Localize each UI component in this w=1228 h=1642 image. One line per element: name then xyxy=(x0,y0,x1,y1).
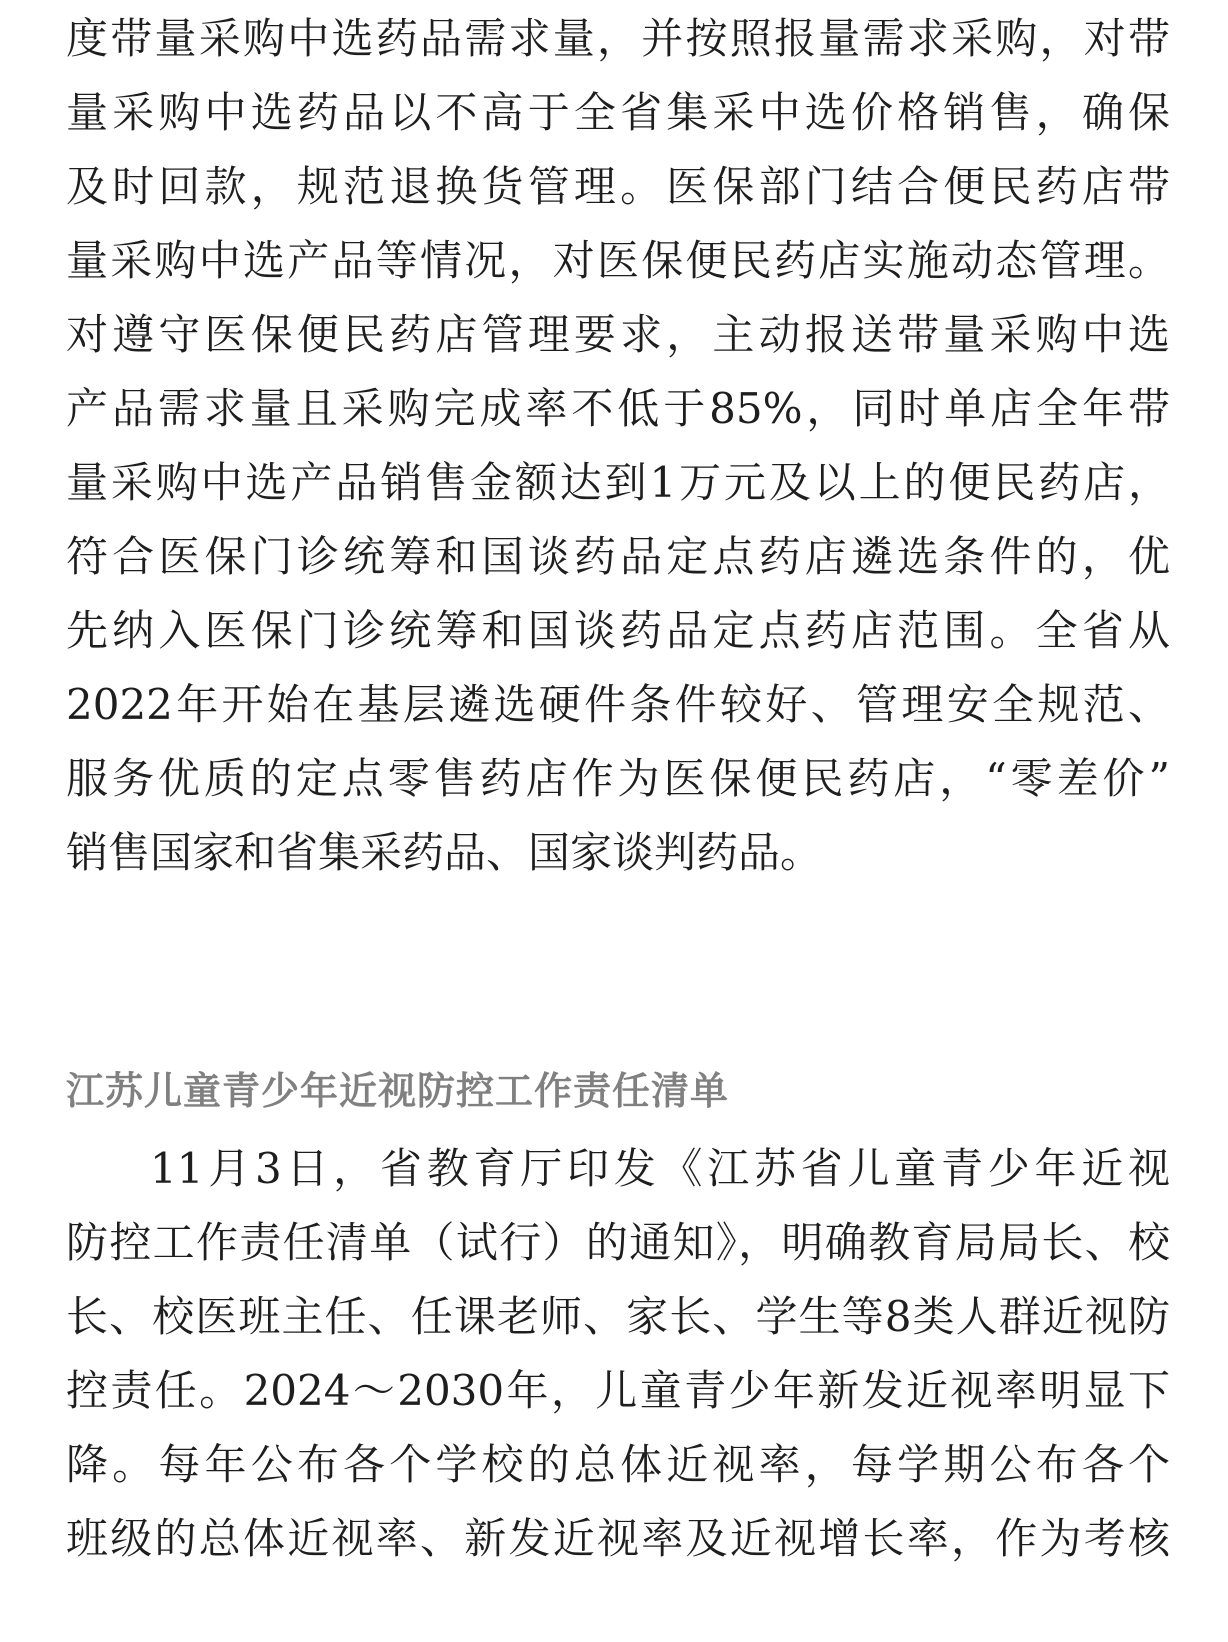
text-line: 符合医保门诊统筹和国谈药品定点药店遴选条件的，优 xyxy=(66,532,1170,581)
text-line: 控责任。2024～2030年，儿童青少年新发近视率明显下 xyxy=(66,1366,1170,1415)
section-heading: 江苏儿童青少年近视防控工作责任清单 xyxy=(66,1069,730,1113)
text-line: 先纳入医保门诊统筹和国谈药品定点药店范围。全省从 xyxy=(66,606,1170,655)
text-line: 对遵守医保便民药店管理要求，主动报送带量采购中选 xyxy=(66,310,1170,359)
text-line: 长、校医班主任、任课老师、家长、学生等8类人群近视防 xyxy=(66,1292,1170,1341)
text-line: 防控工作责任清单（试行）的通知》，明确教育局局长、校 xyxy=(66,1218,1170,1267)
text-line: 11月3日，省教育厅印发《江苏省儿童青少年近视 xyxy=(150,1144,1170,1193)
text-line: 服务优质的定点零售药店作为医保便民药店，“零差价” xyxy=(66,754,1170,803)
text-line: 量采购中选产品销售金额达到1万元及以上的便民药店， xyxy=(66,458,1170,507)
text-line: 2022年开始在基层遴选硬件条件较好、管理安全规范、 xyxy=(66,680,1170,729)
text-line: 量采购中选药品以不高于全省集采中选价格销售，确保 xyxy=(66,88,1170,137)
text-line: 销售国家和省集采药品、国家谈判药品。 xyxy=(66,828,823,877)
text-line: 量采购中选产品等情况，对医保便民药店实施动态管理。 xyxy=(66,236,1170,285)
text-line: 度带量采购中选药品需求量，并按照报量需求采购，对带 xyxy=(66,14,1170,63)
text-line: 及时回款，规范退换货管理。医保部门结合便民药店带 xyxy=(66,162,1170,211)
text-line: 班级的总体近视率、新发近视率及近视增长率，作为考核 xyxy=(66,1514,1170,1563)
text-line: 降。每年公布各个学校的总体近视率，每学期公布各个 xyxy=(66,1440,1170,1489)
text-line: 产品需求量且采购完成率不低于85%，同时单店全年带 xyxy=(66,384,1170,433)
